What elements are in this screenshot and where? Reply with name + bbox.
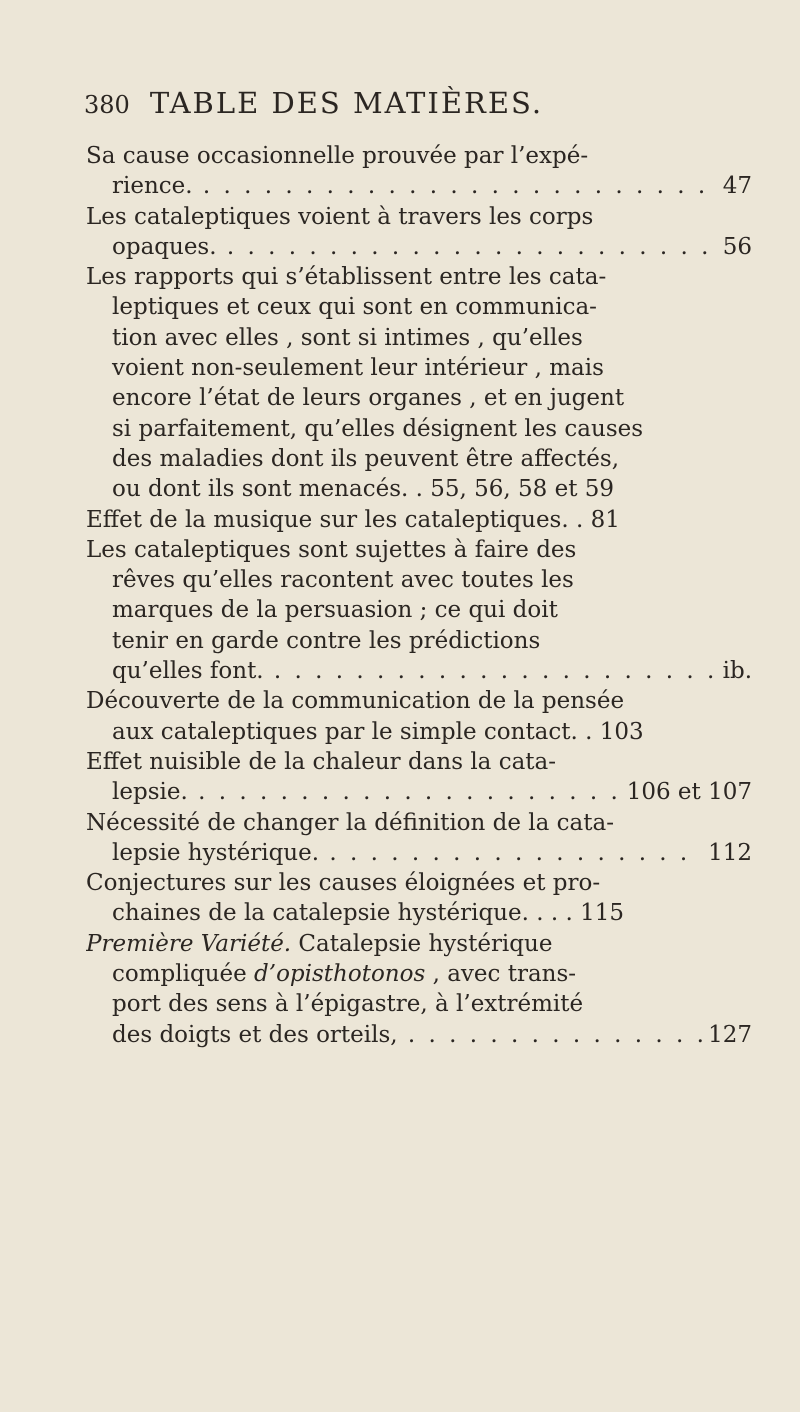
page-reference: 112 bbox=[702, 838, 752, 868]
entry-line: compliquée d’opisthotonos , avec trans- bbox=[112, 961, 577, 988]
entry-line: marques de la persuasion ; ce qui doit bbox=[112, 597, 558, 624]
entry-line: Les cataleptiques sont sujettes à faire des bbox=[86, 536, 577, 563]
entry-line: Effet nuisible de la chaleur dans la cata- bbox=[86, 748, 557, 775]
page-reference: 56 bbox=[717, 232, 752, 262]
entry-line: Les cataleptiques voient à travers les corps bbox=[86, 203, 594, 230]
entry-line: Effet de la musique sur les cataleptiques. . 81 bbox=[86, 506, 620, 533]
entry-line: port des sens à l’épigastre, à l’extrémité bbox=[112, 991, 584, 1018]
running-header bbox=[84, 86, 724, 120]
entry-line: lepsie hystérique. . . . 112 bbox=[86, 838, 752, 868]
page-reference: ib. bbox=[717, 656, 752, 686]
entry-line: si parfaitement, qu’elles désignent les causes bbox=[112, 415, 644, 442]
entry-line: des maladies dont ils peuvent être affectés, bbox=[112, 445, 620, 472]
entry-line: Les rapports qui s’établissent entre les cata- bbox=[86, 264, 607, 291]
entry-line: encore l’état de leurs organes , et en jugent bbox=[112, 385, 625, 412]
entry-line: ou dont ils sont menacés. . 55, 56, 58 et 59 bbox=[112, 476, 615, 503]
page-number: 380 bbox=[84, 91, 130, 119]
entry-line: tenir en garde contre les prédictions bbox=[112, 627, 541, 654]
entry-line: des doigts et des orteils, . . . 127 bbox=[86, 1020, 752, 1050]
entry-line: chaines de la catalepsie hystérique. . . . 115 bbox=[112, 900, 624, 927]
entry-line: Nécessité de changer la définition de la cata- bbox=[86, 809, 615, 836]
page-reference: 47 bbox=[717, 171, 752, 201]
entry-line: Découverte de la communication de la pensée bbox=[86, 688, 625, 715]
entry-line: leptiques et ceux qui sont en communica- bbox=[112, 294, 597, 321]
entry-line: rience. . . . 47 bbox=[86, 171, 752, 201]
entry-line: lepsie. . . . 106 et 107 bbox=[86, 777, 752, 807]
page-title: TABLE DES MATIÈRES. bbox=[149, 86, 544, 120]
entry-line: Première Variété. Catalepsie hystérique bbox=[86, 930, 553, 957]
entry-line: aux cataleptiques par le simple contact. . 103 bbox=[112, 718, 644, 745]
variety-heading: Première Variété. bbox=[86, 930, 292, 957]
entry-line: rêves qu’elles racontent avec toutes les bbox=[112, 567, 574, 594]
page-reference: 106 et 107 bbox=[621, 777, 752, 807]
entry-line: tion avec elles , sont si intimes , qu’elles bbox=[112, 324, 583, 351]
entry-line: qu’elles font. . . . ib. bbox=[86, 656, 752, 686]
entry-line: Conjectures sur les causes éloignées et pro- bbox=[86, 870, 601, 897]
entry-line: Sa cause occasionnelle prouvée par l’expé- bbox=[86, 143, 589, 169]
entry-line: voient non-seulement leur intérieur , mais bbox=[112, 355, 604, 382]
index-entries bbox=[86, 141, 752, 1050]
page-reference: 127 bbox=[702, 1020, 752, 1050]
entry-line: opaques. . . . 56 bbox=[86, 232, 752, 262]
